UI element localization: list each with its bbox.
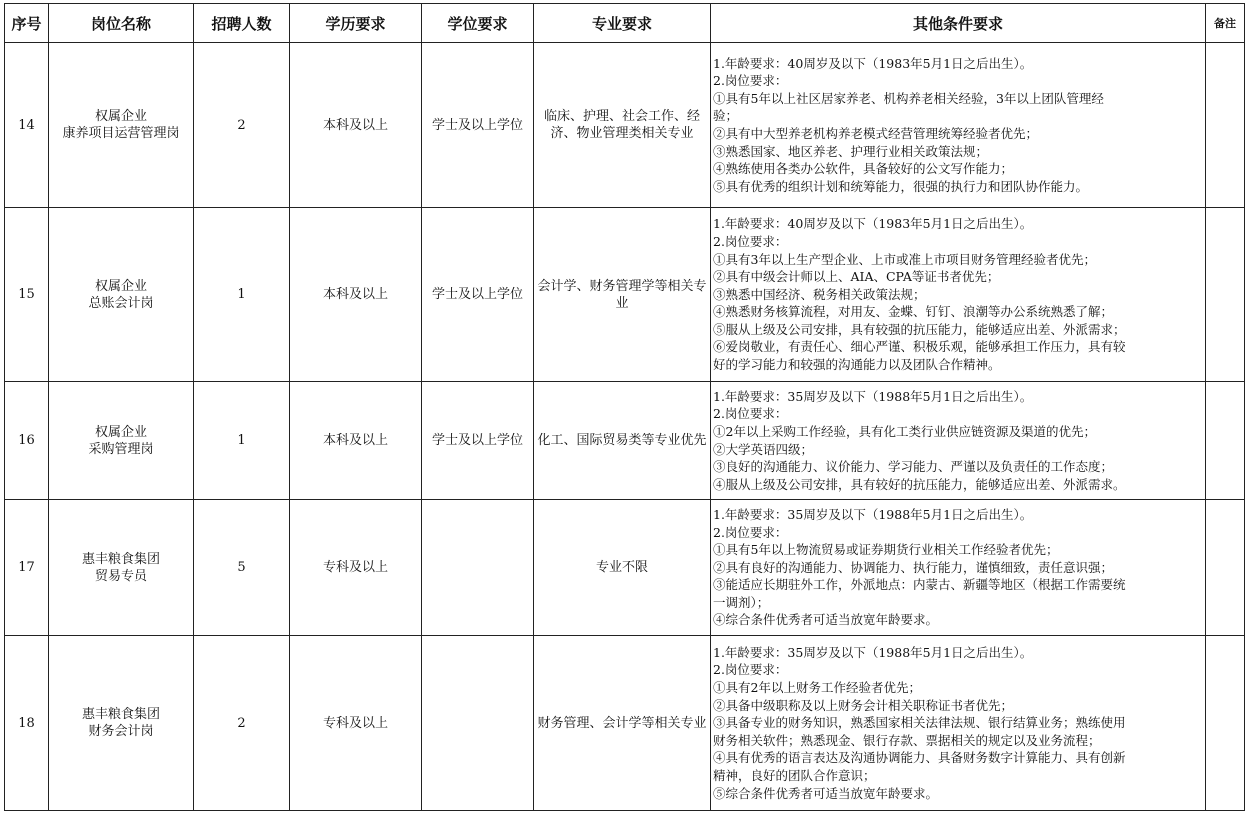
table-row xyxy=(5,43,1245,208)
cell-seq: 15 xyxy=(5,208,49,382)
title-line: 惠丰粮食集团 xyxy=(81,707,160,722)
major-text: 财务管理、会计学等相关专业 xyxy=(537,715,707,731)
cell-major xyxy=(534,43,711,208)
cell-title xyxy=(49,636,194,811)
table-row xyxy=(5,500,1245,636)
header-seq: 序号 xyxy=(5,4,49,43)
requirement-line: ①2年以上采购工作经验，具有化工类行业供应链资源及渠道的优先； xyxy=(713,423,1096,439)
requirement-line: ④熟悉财务核算流程，对用友、金蝶、钉钉、浪潮等办公系统熟悉了解； xyxy=(713,304,1114,320)
header-row xyxy=(5,4,1245,43)
header-note: 备注 xyxy=(1206,4,1245,43)
cell-major xyxy=(534,636,711,811)
requirement-line: ③良好的沟通能力、议价能力、学习能力、严谨以及负责任的工作态度； xyxy=(713,459,1114,475)
cell-education: 专科及以上 xyxy=(290,636,422,811)
cell-major xyxy=(534,500,711,636)
header-degree: 学位要求 xyxy=(422,4,534,43)
requirement-line: ②大学英语四级； xyxy=(713,441,814,457)
cell-title xyxy=(49,208,194,382)
requirement-line: ①具有5年以上物流贸易或证券期货行业相关工作经验者优先； xyxy=(713,542,1059,558)
cell-other xyxy=(711,500,1206,636)
cell-note xyxy=(1206,208,1245,382)
cell-title xyxy=(49,500,194,636)
requirement-line: ③能适应长期驻外工作，外派地点：内蒙古、新疆等地区（根据工作需要统 xyxy=(713,577,1126,593)
title-line: 权属企业 xyxy=(94,424,147,440)
cell-note xyxy=(1206,500,1245,636)
table-row xyxy=(5,636,1245,811)
requirement-line: ②具备中级职称及以上财务会计相关职称证书者优先； xyxy=(713,697,1014,713)
table-row xyxy=(5,382,1245,500)
cell-education: 本科及以上 xyxy=(290,208,422,382)
cell-count: 2 xyxy=(194,43,290,208)
cell-major xyxy=(534,382,711,500)
requirement-line: ⑥爱岗敬业，有责任心、细心严谨、积极乐观，能够承担工作压力，具有较 xyxy=(713,339,1126,355)
requirement-line: ④综合条件优秀者可适当放宽年龄要求。 xyxy=(713,612,939,628)
title-line: 采购管理岗 xyxy=(88,441,154,457)
requirement-line: ③熟悉国家、地区养老、护理行业相关政策法规； xyxy=(713,143,989,159)
requirement-line: ①具有2年以上财务工作经验者优先； xyxy=(713,680,921,696)
requirement-line: ④熟练使用各类办公软件，具备较好的公文写作能力； xyxy=(713,161,1014,177)
cell-count: 5 xyxy=(194,500,290,636)
cell-seq: 18 xyxy=(5,636,49,811)
cell-note xyxy=(1206,43,1245,208)
header-count: 招聘人数 xyxy=(194,4,290,43)
cell-education: 本科及以上 xyxy=(290,43,422,208)
cell-other xyxy=(711,43,1206,208)
requirement-line: ③具备专业的财务知识，熟悉国家相关法律法规、银行结算业务；熟练使用 xyxy=(713,715,1126,731)
major-text: 专业不限 xyxy=(595,560,648,575)
requirement-line: 财务相关软件；熟悉现金、银行存款、票据相关的规定以及业务流程； xyxy=(713,732,1101,748)
cell-major xyxy=(534,208,711,382)
requirement-line: 1.年龄要求：35周岁及以下（1988年5月1日之后出生）。 xyxy=(713,644,1033,660)
cell-seq: 14 xyxy=(5,43,49,208)
requirement-line: ④具有优秀的语言表达及沟通协调能力、具备财务数字计算能力、具有创新 xyxy=(713,750,1126,766)
cell-education: 本科及以上 xyxy=(290,382,422,500)
cell-education: 专科及以上 xyxy=(290,500,422,636)
requirement-line: 精神，良好的团队合作意识； xyxy=(713,767,876,783)
cell-degree: 学士及以上学位 xyxy=(422,382,534,500)
title-line: 权属企业 xyxy=(94,109,147,124)
cell-degree: 学士及以上学位 xyxy=(422,208,534,382)
header-education: 学历要求 xyxy=(290,4,422,43)
requirement-line: ②具有中级会计师以上、AIA、CPA等证书者优先； xyxy=(713,269,1000,285)
title-line: 惠丰粮食集团 xyxy=(81,551,160,567)
requirement-line: 1.年龄要求：40周岁及以下（1983年5月1日之后出生）。 xyxy=(713,216,1033,232)
title-line: 总账会计岗 xyxy=(88,295,154,311)
requirement-line: 1.年龄要求：40周岁及以下（1983年5月1日之后出生）。 xyxy=(713,55,1033,71)
title-line: 权属企业 xyxy=(94,278,147,294)
cell-count: 2 xyxy=(194,636,290,811)
major-text: 临床、护理、社会工作、经济、物业管理类相关专业 xyxy=(543,109,700,141)
requirement-line: 2.岗位要求： xyxy=(713,524,788,540)
title-line: 康养项目运营管理岗 xyxy=(62,126,180,141)
requirement-line: ②具有中大型养老机构养老模式经营管理统筹经验者优先； xyxy=(713,126,1039,141)
requirement-line: ①具有3年以上生产型企业、上市或准上市项目财务管理经验者优先； xyxy=(713,251,1096,267)
requirement-line: ④服从上级及公司安排，具有较好的抗压能力，能够适应出差、外派需求。 xyxy=(713,476,1126,492)
cell-other xyxy=(711,636,1206,811)
requirement-line: 验； xyxy=(713,108,739,124)
cell-degree: 学士及以上学位 xyxy=(422,43,534,208)
requirement-line: ⑤综合条件优秀者可适当放宽年龄要求。 xyxy=(713,785,939,801)
cell-degree xyxy=(422,636,534,811)
requirement-line: 1.年龄要求：35周岁及以下（1988年5月1日之后出生）。 xyxy=(713,506,1033,522)
major-text: 化工、国际贸易类等专业优先 xyxy=(537,433,707,448)
cell-other xyxy=(711,208,1206,382)
header-major: 专业要求 xyxy=(534,4,711,43)
cell-note xyxy=(1206,636,1245,811)
header-other: 其他条件要求 xyxy=(711,4,1206,43)
requirement-line: 一调剂）； xyxy=(713,594,770,610)
cell-count: 1 xyxy=(194,382,290,500)
requirement-line: ③熟悉中国经济、税务相关政策法规； xyxy=(713,286,926,302)
major-text: 会计学、财务管理学等相关专业 xyxy=(537,278,707,311)
requirement-line: ②具有良好的沟通能力、协调能力、执行能力，谨慎细致，责任意识强； xyxy=(713,559,1114,575)
requirement-line: 2.岗位要求： xyxy=(713,662,788,678)
requirement-line: 好的学习能力和较强的沟通能力以及团队合作精神。 xyxy=(713,357,1001,373)
title-line: 贸易专员 xyxy=(94,568,147,584)
requirement-line: ⑤服从上级及公司安排，具有较强的抗压能力，能够适应出差、外派需求； xyxy=(713,321,1126,337)
cell-title xyxy=(49,43,194,208)
requirement-line: ⑤具有优秀的组织计划和统筹能力，很强的执行力和团队协作能力。 xyxy=(713,178,1089,194)
header-title: 岗位名称 xyxy=(49,4,194,43)
requirement-line: ①具有5年以上社区居家养老、机构养老相关经验，3年以上团队管理经 xyxy=(713,90,1104,106)
cell-title xyxy=(49,382,194,500)
cell-other xyxy=(711,382,1206,500)
cell-count: 1 xyxy=(194,208,290,382)
cell-seq: 16 xyxy=(5,382,49,500)
requirement-line: 2.岗位要求： xyxy=(713,233,788,249)
requirement-line: 1.年龄要求：35周岁及以下（1988年5月1日之后出生）。 xyxy=(713,388,1033,404)
cell-degree xyxy=(422,500,534,636)
cell-seq: 17 xyxy=(5,500,49,636)
requirement-line: 2.岗位要求： xyxy=(713,406,788,422)
recruitment-table xyxy=(4,3,1245,811)
requirement-line: 2.岗位要求： xyxy=(713,73,788,89)
table-row xyxy=(5,208,1245,382)
cell-note xyxy=(1206,382,1245,500)
title-line: 财务会计岗 xyxy=(88,724,154,739)
